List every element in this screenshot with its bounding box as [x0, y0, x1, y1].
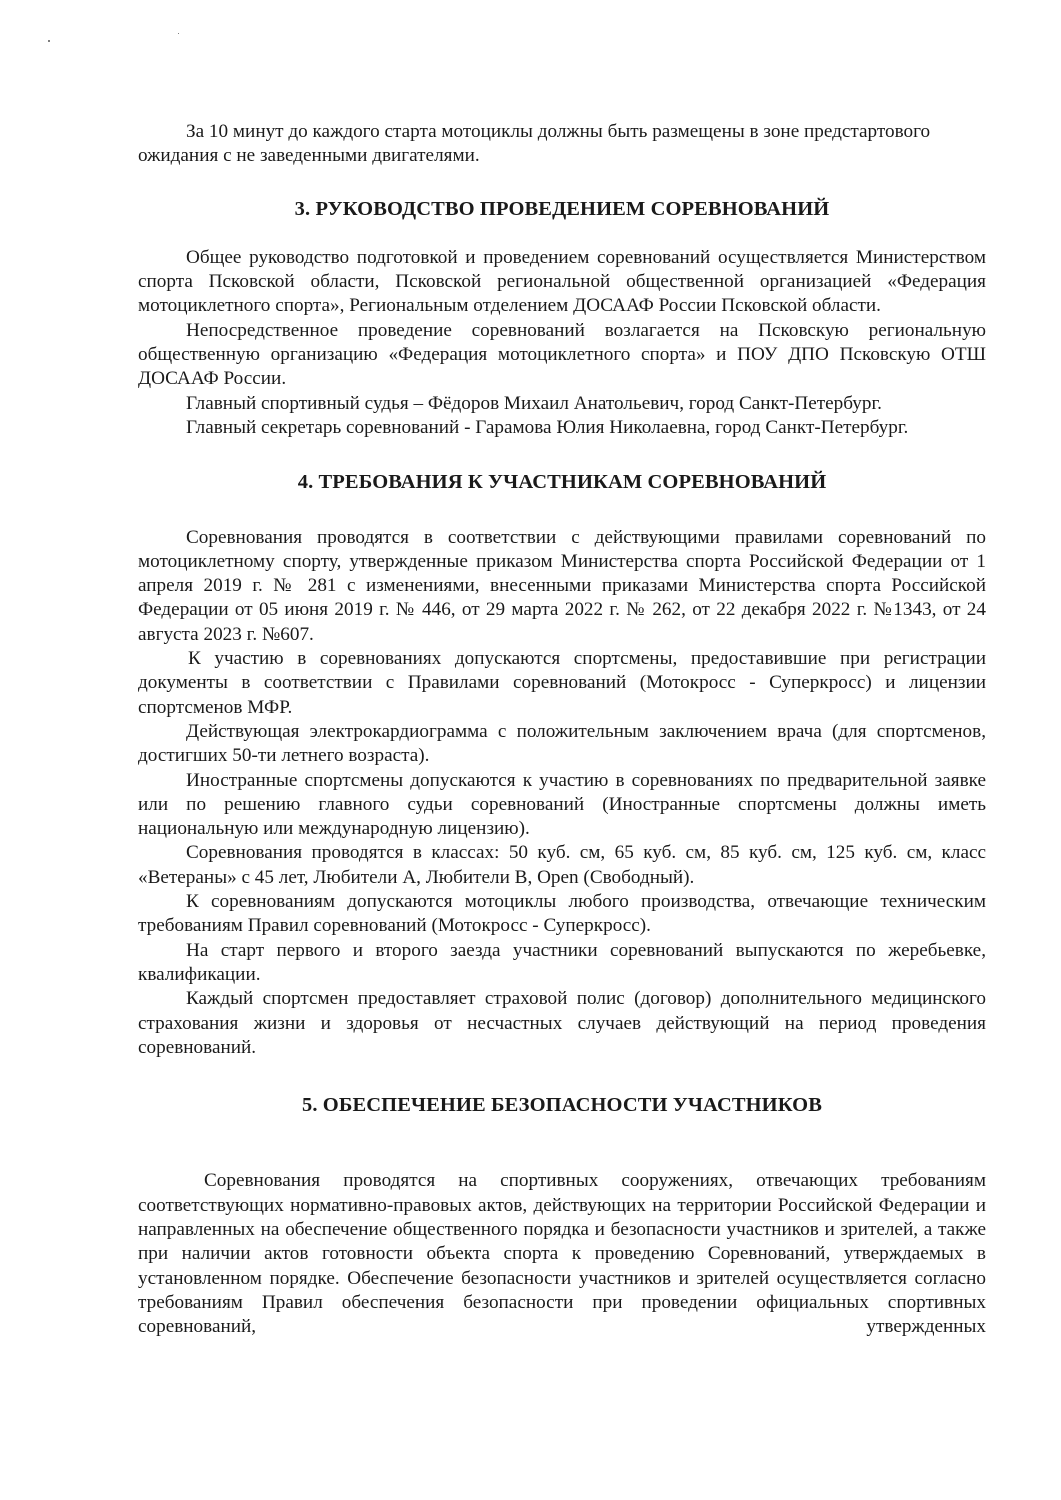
section-4-heading: 4. ТРЕБОВАНИЯ К УЧАСТНИКАМ СОРЕВНОВАНИЙ [297, 471, 827, 494]
section-4-paragraph: Соревнования проводятся в соответствии с действующими правилами соревнований по мотоциклетному спорту, утвержденные приказом Министерства спорта Российской Федерации от 1 апреля 2019 г. № 281 с изменениями, внесенными приказами Министерства спорта Российской Федерации от 05 июня 2019 г. № 446, от 29 марта 2022 г. № 262, от 22 декабря 2022 г. №1343, от 24 августа 2023 г. №607. [138, 526, 986, 645]
scan-speck [48, 40, 50, 42]
section-4-paragraph: Действующая электрокардиограмма с положительным заключением врача (для спортсменов, достигших 50-ти летнего возраста). [138, 720, 986, 767]
section-4-paragraph: К участию в соревнованиях допускаются спортсмены, предоставившие при регистрации документы в соответствии с Правилами соревнований (Мотокросс - Суперкросс) и лицензии спортсменов МФР. [138, 648, 986, 718]
section-3-paragraph: Главный секретарь соревнований - Гарамова Юлия Николаевна, город Санкт-Петербург. [186, 416, 909, 438]
section-3-paragraph: Главный спортивный судья – Фёдоров Михаил Анатольевич, город Санкт-Петербург. [186, 392, 882, 414]
section-3-heading: 3. РУКОВОДСТВО ПРОВЕДЕНИЕМ СОРЕВНОВАНИЙ [294, 197, 830, 220]
document-body [138, 120, 986, 1339]
section-5-heading: 5. ОБЕСПЕЧЕНИЕ БЕЗОПАСНОСТИ УЧАСТНИКОВ [302, 1094, 822, 1117]
section-4-paragraph: К соревнованиям допускаются мотоциклы любого производства, отвечающие техническим требованиям Правил соревнований (Мотокросс - Суперкросс). [138, 891, 986, 937]
intro-paragraph: За 10 минут до каждого старта мотоциклы должны быть размещены в зоне предстартового ожидания с не заведенными двигателями. [138, 121, 931, 167]
section-4-paragraph: На старт первого и второго заезда участники соревнований выпускаются по жеребьевке, квалификации. [138, 939, 986, 985]
scan-speck [178, 33, 179, 34]
section-4-paragraph: Соревнования проводятся в классах: 50 куб. см, 65 куб. см, 85 куб. см, 125 куб. см, класс «Ветераны» с 45 лет, Любители А, Любители В, Open (Свободный). [138, 842, 986, 888]
section-3-paragraph: Непосредственное проведение соревнований возлагается на Псковскую региональную общественную организацию «Федерация мотоциклетного спорта» и ПОУ ДПО Псковскую ОТШ ДОСААФ России. [138, 319, 986, 390]
section-4-paragraph: Каждый спортсмен предоставляет страховой полис (договор) дополнительного медицинского страхования жизни и здоровья от несчастных случаев действующий на период проведения соревнований. [138, 988, 986, 1058]
section-4-paragraph: Иностранные спортсмены допускаются к участию в соревнованиях по предварительной заявке или по решению главного судьи соревнований (Иностранные спортсмены должны иметь национальную или международную лицензию). [138, 769, 986, 840]
section-5-paragraph: Соревнования проводятся на спортивных сооружениях, отвечающих требованиям соответствующих нормативно-правовых актов, действующих на территории Российской Федерации и направленных на обеспечение общественного порядка и безопасности участников и зрителей, а также при наличии актов готовности объекта спорта к проведению Соревнований, утверждаемых в установленном порядке. Обеспечение безопасности участников и зрителей осуществляется согласно требованиям Правил обеспечения безопасности при проведении официальных спортивных соревнований, утвержденных [138, 1170, 986, 1338]
section-3-paragraph: Общее руководство подготовкой и проведением соревнований осуществляется Министерством спорта Псковской области, Псковской региональной общественной организацией «Федерация мотоциклетного спорта», Региональным отделением ДОСААФ России Псковской области. [138, 246, 986, 317]
